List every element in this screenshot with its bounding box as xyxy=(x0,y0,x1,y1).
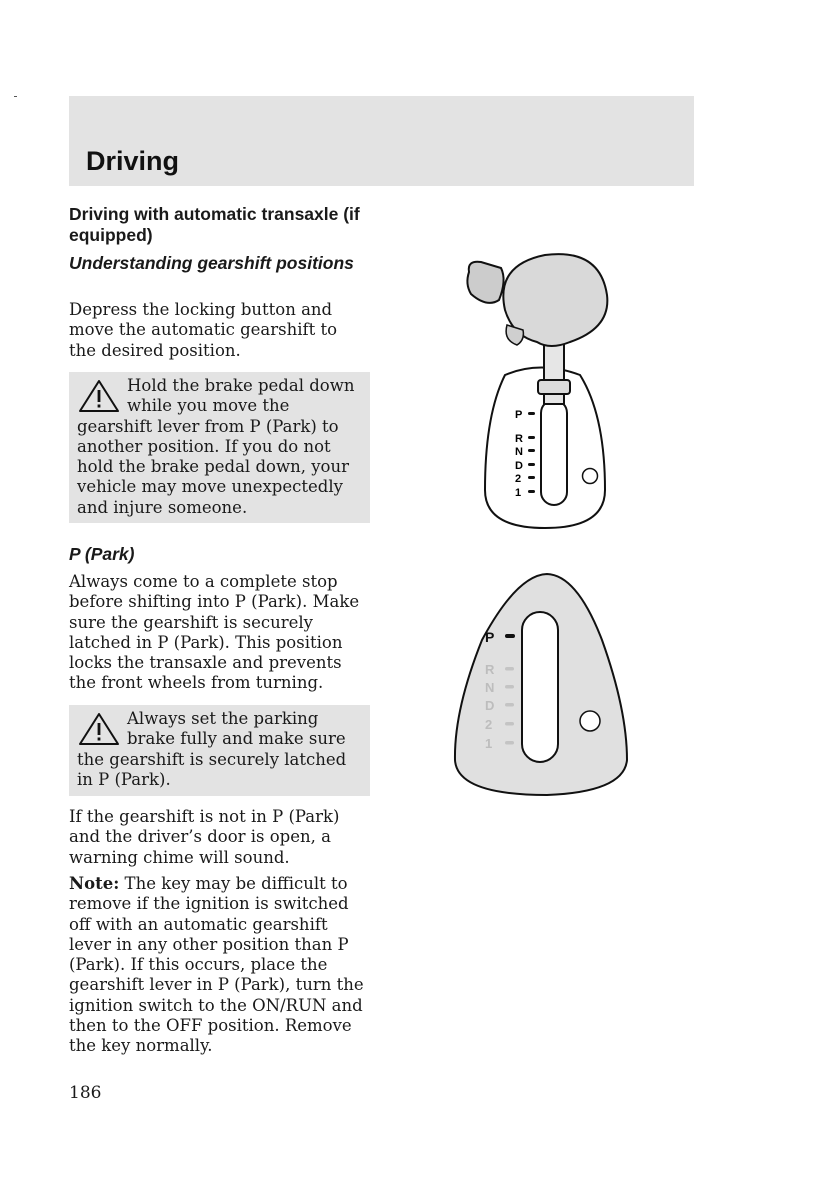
note-block xyxy=(69,874,369,1057)
section-heading-block xyxy=(69,204,369,246)
gear-label-1: 1 xyxy=(515,487,522,499)
gear-label-R: R xyxy=(515,433,523,445)
shift-slot xyxy=(541,400,567,505)
indicator-label-R: R xyxy=(485,662,495,677)
indicator-mark-2 xyxy=(505,722,514,726)
chime-paragraph: If the gearshift is not in P (Park) and the driver’s door is open, a warning chime will sound. xyxy=(69,807,340,867)
gear-indicator-illustration xyxy=(452,570,630,802)
gear-label-2: 2 xyxy=(515,473,522,485)
park-heading: P (Park) xyxy=(69,544,135,564)
indicator-mark-D xyxy=(505,703,514,707)
gear-label-N: N xyxy=(515,446,523,458)
note-label: Note: xyxy=(69,874,120,893)
indicator-label-2: 2 xyxy=(485,717,493,732)
indicator-slot xyxy=(522,612,558,762)
subheading-block xyxy=(69,253,369,274)
warning-box-brake xyxy=(69,372,370,523)
intro-paragraph: Depress the locking button and move the automatic gearshift to the desired position. xyxy=(69,300,338,360)
section-heading: Driving with automatic transaxle (if equipped) xyxy=(69,204,360,245)
indicator-label-1: 1 xyxy=(485,736,493,751)
indicator-mark-N xyxy=(505,685,514,689)
gear-indicator-D xyxy=(528,463,535,466)
note-text: The key may be difficult to remove if the ignition is switched off with an automatic gearshift lever in any other position than P (Park). If this occurs, place the gearshift lever in P (Park), turn the ignition switch to the ON/RUN and then to the OFF position. Remove the key normally. xyxy=(69,874,364,1056)
gear-indicator-R xyxy=(528,436,535,439)
park-block xyxy=(69,572,369,694)
indicator-label-N: N xyxy=(485,680,495,695)
warning-parking-text: Always set the parking brake fully and make sure the gearshift is securely latched in P (Park). xyxy=(77,709,347,789)
overdrive-button xyxy=(583,469,598,484)
gear-indicator-2 xyxy=(528,476,535,479)
warning-triangle-icon xyxy=(77,378,121,414)
indicator-mark-P xyxy=(505,634,515,638)
page-title: Driving xyxy=(86,146,180,176)
chime-block xyxy=(69,807,369,868)
note-paragraph xyxy=(69,874,369,1057)
gear-indicator-P xyxy=(528,412,535,415)
gear-indicator-1 xyxy=(528,490,535,493)
page-number: 186 xyxy=(69,1083,102,1103)
park-paragraph: Always come to a complete stop before shifting into P (Park). Make sure the gearshift is securely latched in P (Park). This position locks the transaxle and prevents the front wheels from turning. xyxy=(69,572,360,693)
warning-brake-text: Hold the brake pedal down while you move the gearshift lever from P (Park) to another position. If you do not hold the brake pedal down, your vehicle may move unexpectedly and injure someone. xyxy=(77,376,355,517)
section-subheading: Understanding gearshift positions xyxy=(69,253,354,273)
warning-triangle-icon xyxy=(77,711,121,747)
intro-block xyxy=(69,300,369,361)
gearshift-lever-illustration xyxy=(455,250,625,535)
section-header xyxy=(69,96,694,186)
gear-indicator-N xyxy=(528,449,535,452)
stray-mark xyxy=(14,96,17,97)
overdrive-button xyxy=(580,711,600,731)
indicator-mark-1 xyxy=(505,741,514,745)
indicator-label-P: P xyxy=(485,629,495,645)
gear-label-P: P xyxy=(515,409,523,421)
warning-box-parking-brake xyxy=(69,705,370,796)
lever-collar xyxy=(538,380,570,394)
indicator-label-D: D xyxy=(485,698,495,713)
lock-button xyxy=(467,262,503,303)
indicator-mark-R xyxy=(505,667,514,671)
park-heading-block xyxy=(69,544,369,565)
gear-label-D: D xyxy=(515,460,523,472)
